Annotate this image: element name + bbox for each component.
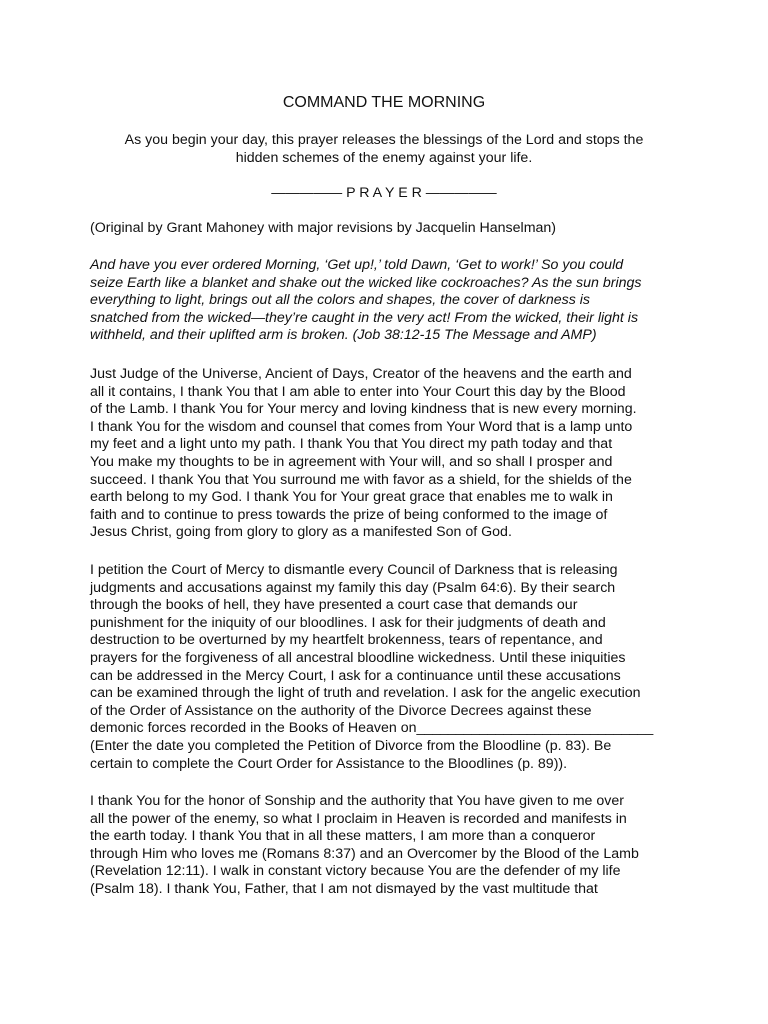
prayer-paragraph: I petition the Court of Mercy to dismantle every Council of Darkness that is releasing judgments and accusations against my family this day (Psalm 64:6). By their search through the books of hell, they have presented a court case that demands our punishment for the iniquity of our bloodlines. I ask for their judgments of death and destruction to be overturned by my heartfelt brokenness, tears of repentance, and prayers for the forgiveness of all ancestral bloodline wickedness. Until these iniquities can be addressed in the Mercy Court, I ask for a continuance until these accusations can be examined through the light of truth and revelation. I ask for the angelic execution of the Order of Assistance on the authority of the Divorce Decrees against these demonic forces recorded in the Books of Heaven on______________________________ (Enter the date you completed the Petition of Divorce from the Bloodline (p. 83). Be certain to complete the Court Order for Assistance to the Bloodlines (p. 89)). bbox=[90, 562, 654, 772]
scripture-quote: And have you ever ordered Morning, ‘Get up!,’ told Dawn, ‘Get to work!’ So you could seize Earth like a blanket and shake out the wicked like cockroaches? As the sun brings everything to light, brings out all the colors and shapes, the cover of darkness is snatched from the wicked—they’re caught in the very act! From the wicked, their light is withheld, and their uplifted arm is broken. (Job 38:12-15 The Message and AMP) bbox=[90, 257, 642, 344]
page-subtitle: As you begin your day, this prayer releases the blessings of the Lord and stops the hidden schemes of the enemy against your life. bbox=[124, 132, 644, 166]
section-divider: ————— P R A Y E R ————— bbox=[271, 185, 497, 201]
prayer-paragraph: I thank You for the honor of Sonship and the authority that You have given to me over all the power of the enemy, so what I proclaim in Heaven is recorded and manifests in the earth today. I thank You that in all these matters, I am more than a conqueror through Him who loves me (Romans 8:37) and an Overcomer by the Blood of the Lamb (Revelation 12:11). I walk in constant victory because You are the defender of my life (Psalm 18). I thank You, Father, that I am not dismayed by the vast multitude that bbox=[90, 793, 639, 897]
credit-line: (Original by Grant Mahoney with major revisions by Jacquelin Hanselman) bbox=[90, 220, 557, 236]
page-title: COMMAND THE MORNING bbox=[282, 94, 486, 111]
prayer-paragraph: Just Judge of the Universe, Ancient of Days, Creator of the heavens and the earth and all it contains, I thank You that I am able to enter into Your Court this day by the Blood of the Lamb. I thank You for Your mercy and loving kindness that is new every morning. I thank You for the wisdom and counsel that comes from Your Word that is a lamp unto my feet and a light unto my path. I thank You that You direct my path today and that You make my thoughts to be in agreement with Your will, and so shall I prosper and succeed. I thank You that You surround me with favor as a shield, for the shields of the earth belong to my God. I thank You for Your great grace that enables me to walk in faith and to continue to press towards the prize of being conformed to the image of Jesus Christ, going from glory to glory as a manifested Son of God. bbox=[90, 366, 637, 541]
